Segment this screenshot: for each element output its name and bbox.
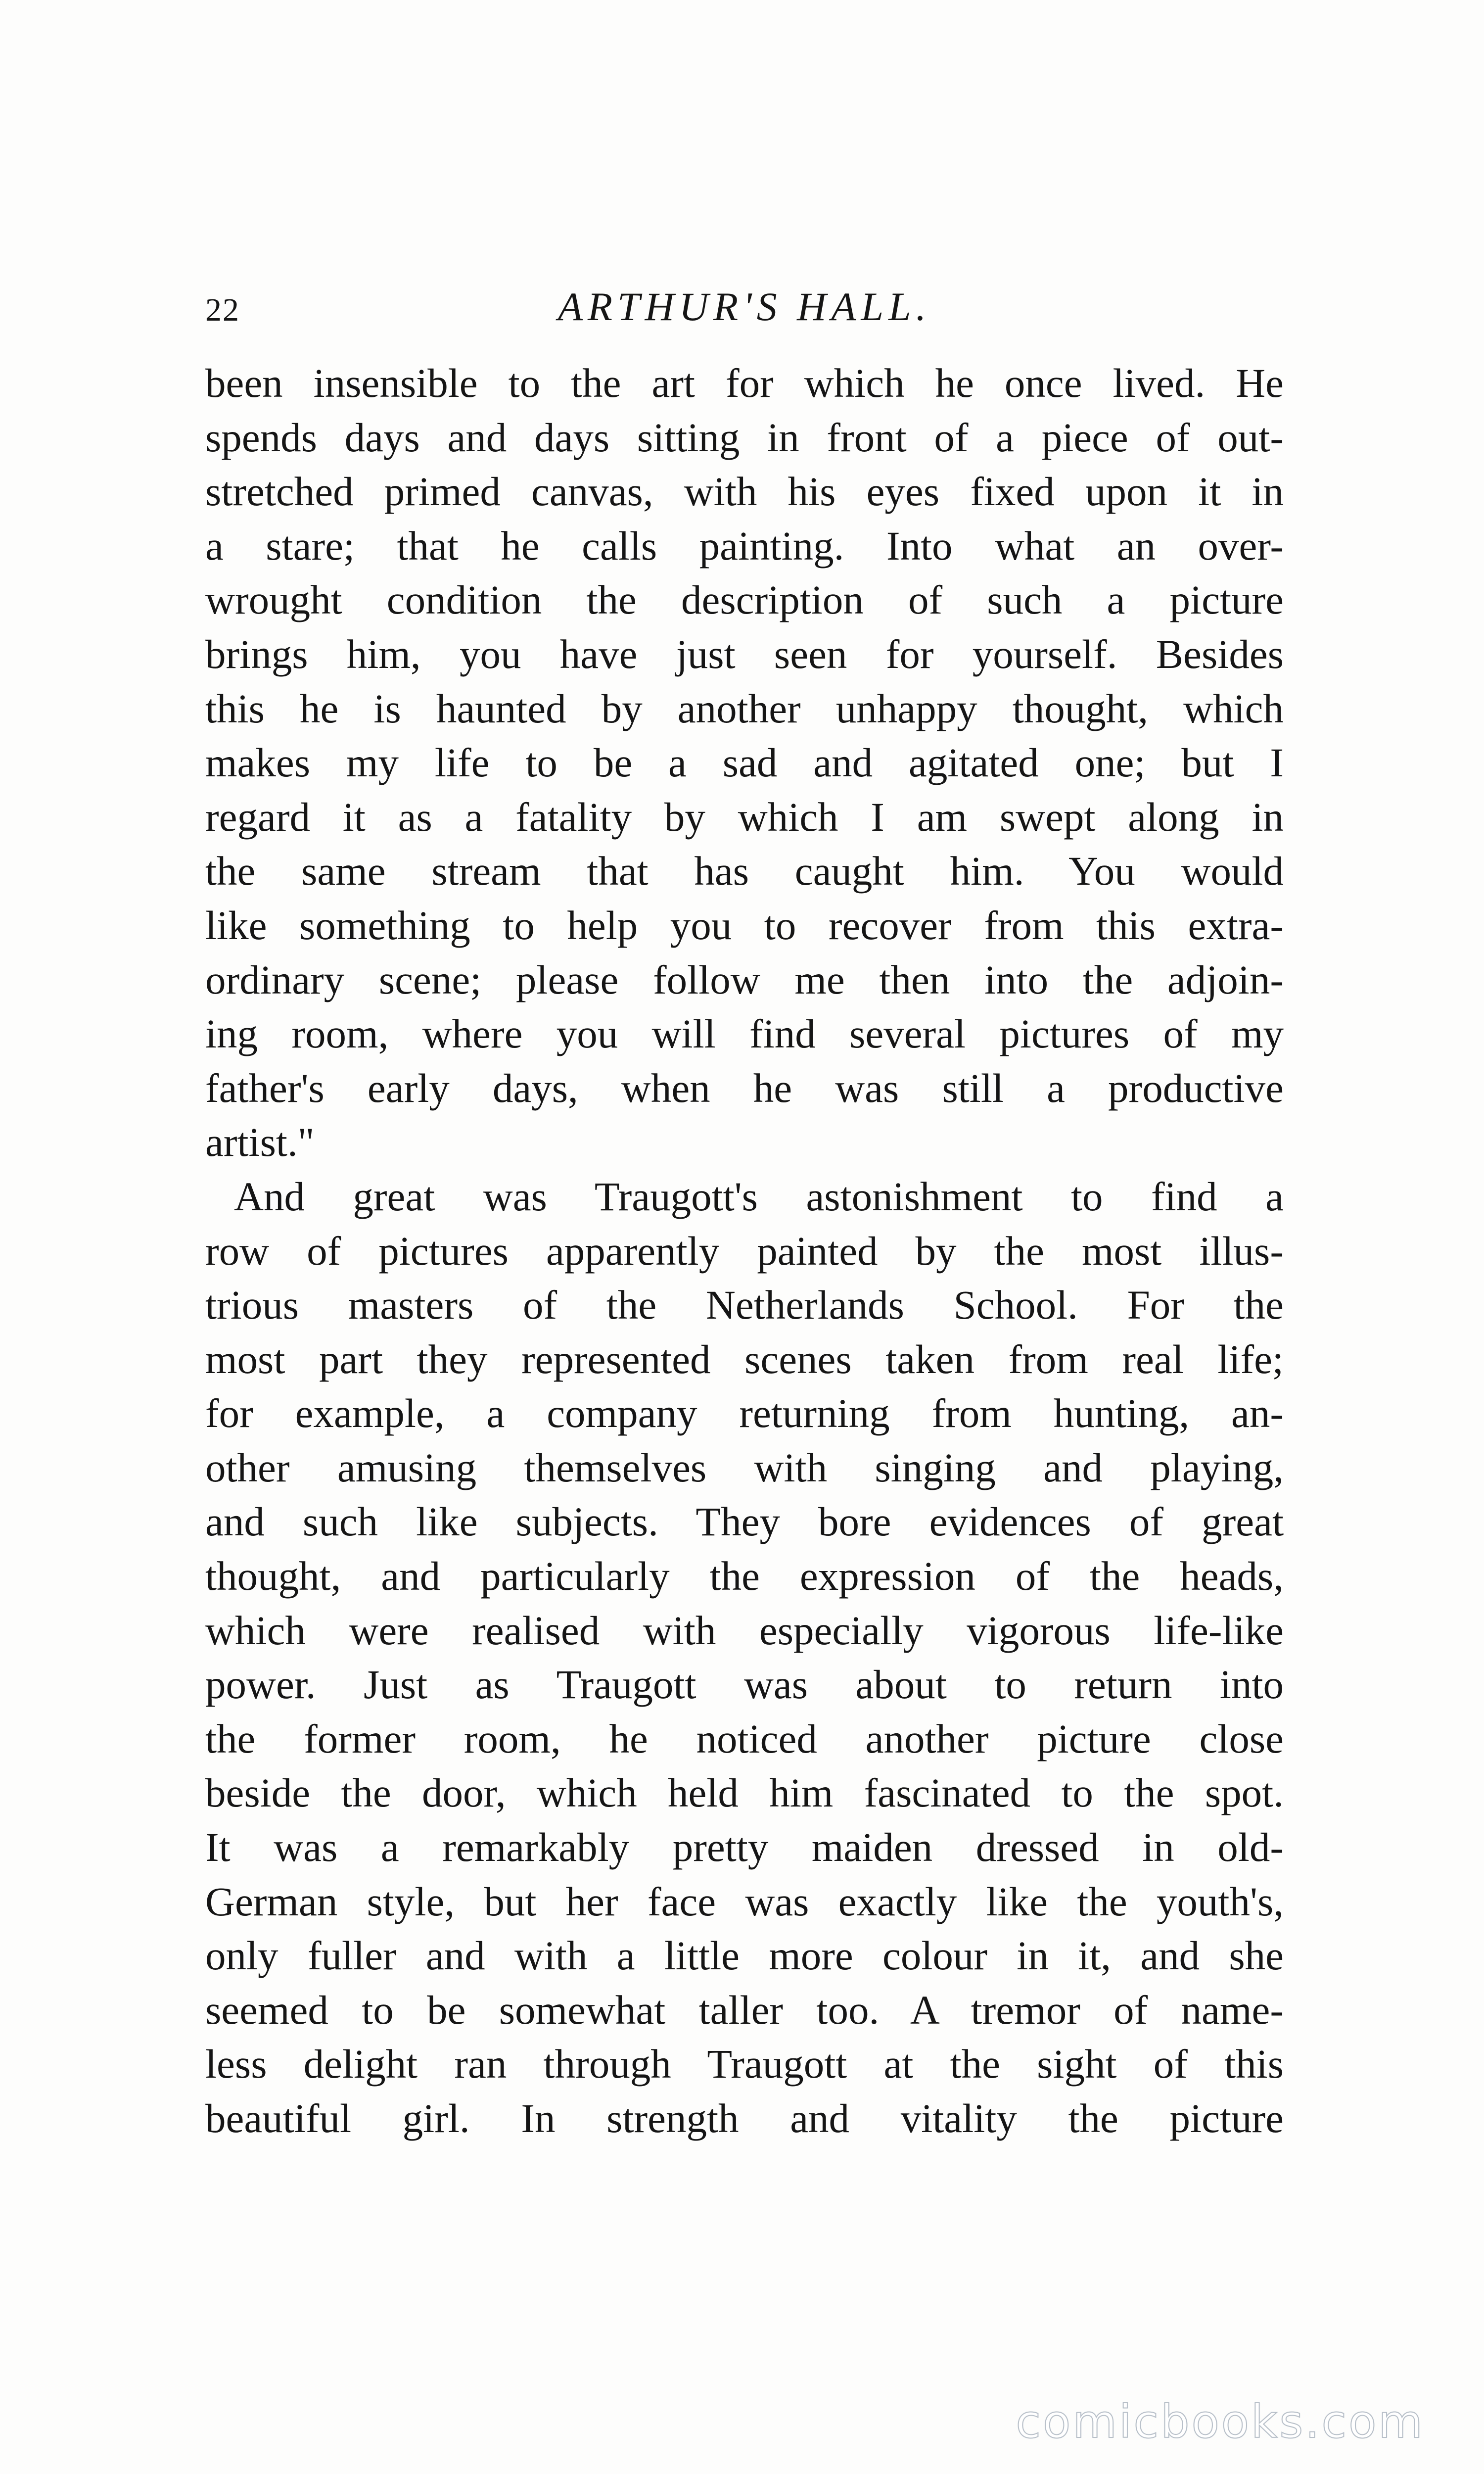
text-line: and such like subjects. They bore evidences of great xyxy=(205,1499,1284,1545)
watermark: comicbooks.com xyxy=(1016,2395,1425,2448)
text-line: a stare; that he calls painting. Into what an over- xyxy=(205,523,1284,569)
paragraph-end-line: artist." xyxy=(205,1119,315,1165)
text-line: this he is haunted by another unhappy thought, which xyxy=(205,685,1284,731)
text-line: seemed to be somewhat taller too. A tremor of name- xyxy=(205,1987,1284,2033)
text-line: most part they represented scenes taken from real life; xyxy=(205,1336,1284,1382)
running-head xyxy=(205,282,1284,336)
text-line: makes my life to be a sad and agitated one; but I xyxy=(205,740,1284,786)
text-line: It was a remarkably pretty maiden dressed in old- xyxy=(205,1824,1284,1870)
text-line: the same stream that has caught him. You would xyxy=(205,848,1284,894)
paragraph-start-line: And great was Traugott's astonishment to find a xyxy=(234,1173,1284,1219)
text-line: wrought condition the description of such a picture xyxy=(205,577,1284,623)
body-text xyxy=(205,356,1284,2146)
text-line: been insensible to the art for which he once lived. He xyxy=(205,360,1284,406)
text-line: row of pictures apparently painted by the most illus- xyxy=(205,1228,1284,1274)
text-line: ing room, where you will find several pictures of my xyxy=(205,1011,1284,1057)
text-line: German style, but her face was exactly like the youth's, xyxy=(205,1878,1284,1924)
text-line: beautiful girl. In strength and vitality the picture xyxy=(205,2095,1284,2141)
text-line: less delight ran through Traugott at the sight of this xyxy=(205,2041,1284,2087)
text-line: only fuller and with a little more colour in it, and she xyxy=(205,1933,1284,1979)
text-line: which were realised with especially vigorous life-like xyxy=(205,1607,1284,1653)
text-line: regard it as a fatality by which I am swept along in xyxy=(205,794,1284,840)
text-line: brings him, you have just seen for yourself. Besides xyxy=(205,631,1284,677)
text-line: like something to help you to recover from this extra- xyxy=(205,902,1284,948)
text-line: the former room, he noticed another picture close xyxy=(205,1715,1284,1761)
page-number: 22 xyxy=(205,292,240,328)
running-title: ARTHUR'S HALL. xyxy=(557,284,931,329)
text-line: for example, a company returning from hunting, an- xyxy=(205,1390,1284,1436)
text-line: trious masters of the Netherlands School. For the xyxy=(205,1282,1284,1328)
text-line: beside the door, which held him fascinated to the spot. xyxy=(205,1770,1284,1816)
text-line: ordinary scene; please follow me then into the adjoin- xyxy=(205,956,1284,1002)
text-line: other amusing themselves with singing and playing, xyxy=(205,1444,1284,1490)
text-line: stretched primed canvas, with his eyes fixed upon it in xyxy=(205,469,1284,515)
text-line: spends days and days sitting in front of a piece of out- xyxy=(205,414,1284,460)
text-line: thought, and particularly the expression of the heads, xyxy=(205,1553,1284,1599)
text-line: father's early days, when he was still a productive xyxy=(205,1065,1284,1111)
text-line: power. Just as Traugott was about to return into xyxy=(205,1662,1284,1708)
